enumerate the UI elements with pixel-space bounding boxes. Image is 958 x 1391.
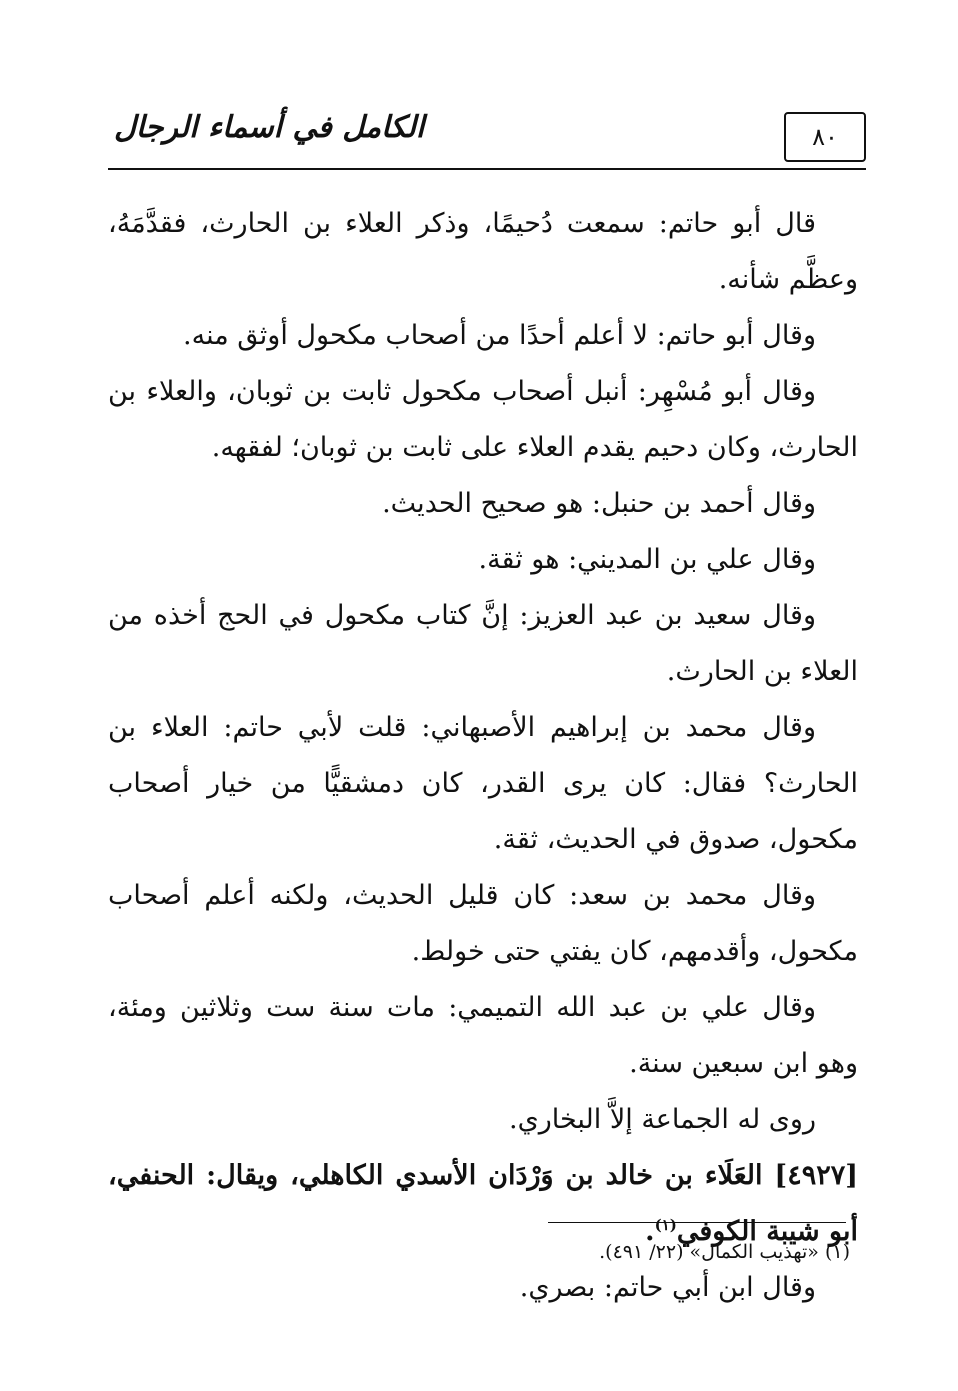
paragraph: روى له الجماعة إلاَّ البخاري.	[508, 1104, 816, 1135]
paragraph: وقال علي بن المديني: هو ثقة.	[478, 544, 816, 575]
book-title: الكامل في أسماء الرجال	[114, 110, 425, 145]
footnote: (١) «تهذيب الكمال» (٢٢/ ٤٩١).	[599, 1241, 850, 1263]
paragraph: وقال علي بن عبد الله التميمي: مات سنة ست وثلاثين ومئة، وهو ابن سبعين سنة.	[108, 992, 858, 1079]
entry-heading-end: .	[645, 1216, 655, 1247]
paragraph: وقال محمد بن إبراهيم الأصبهاني: قلت لأبي حاتم: العلاء بن الحارث؟ فقال: كان يرى القدر، كان دمشقيًّا من خيار أصحاب مكحول، صدوق في الحديث، ثقة.	[108, 712, 858, 855]
header-divider	[108, 168, 866, 170]
paragraph: وقال أبو حاتم: لا أعلم أحدًا من أصحاب مكحول أوثق منه.	[183, 320, 816, 351]
footnote-divider	[548, 1222, 846, 1223]
paragraph: وقال محمد بن سعد: كان قليل الحديث، ولكنه أعلم أصحاب مكحول، وأقدمهم، كان يفتي حتى خولط.	[108, 880, 858, 967]
entry-heading-text: [٤٩٢٧] العَلَاء بن خالد بن وَرْدَان الأسدي الكاهلي، ويقال: الحنفي، أبو شيبة الكوفي	[108, 1160, 858, 1247]
main-text	[108, 196, 858, 1316]
footnote-reference[interactable]: (١)	[654, 1216, 677, 1234]
paragraph: وقال سعيد بن عبد العزيز: إنَّ كتاب مكحول في الحج أخذه من العلاء بن الحارث.	[108, 600, 858, 687]
paragraph: وقال أحمد بن حنبل: هو صحيح الحديث.	[382, 488, 816, 519]
page-number: ٨٠	[784, 112, 866, 162]
paragraph: وقال أبو مُسْهِر: أنبل أصحاب مكحول ثابت بن ثوبان، والعلاء بن الحارث، وكان دحيم يقدم العلاء على ثابت بن ثوبان؛ لفقهه.	[108, 376, 858, 463]
paragraph: وقال ابن أبي حاتم: بصري.	[519, 1272, 816, 1303]
page-header	[108, 104, 866, 174]
paragraph: قال أبو حاتم: سمعت دُحيمًا، وذكر العلاء بن الحارث، فقدَّمَهُ، وعظَّم شأنه.	[108, 208, 858, 295]
